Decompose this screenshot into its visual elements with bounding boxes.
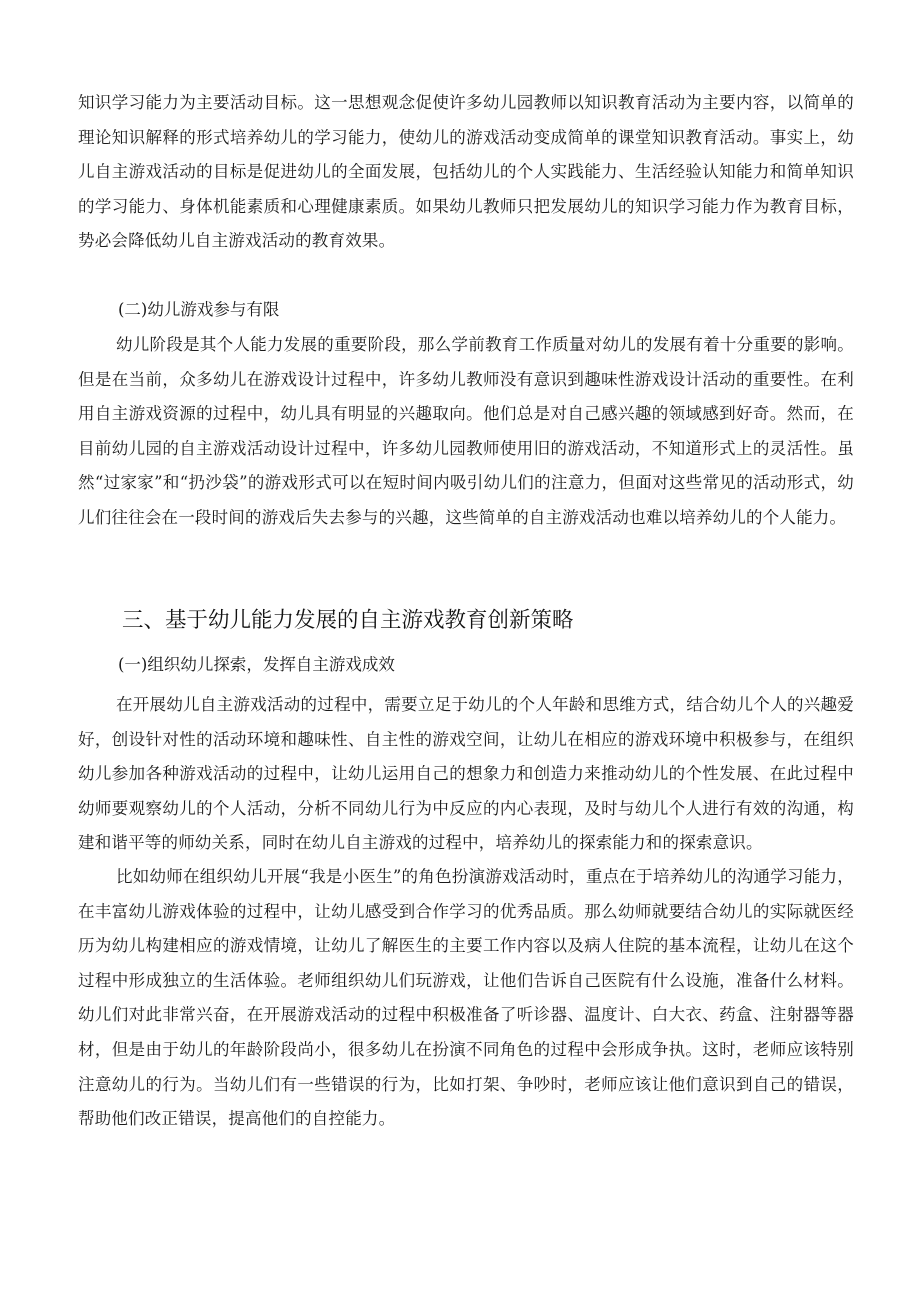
paragraph-exploration: 在开展幼儿自主游戏活动的过程中，需要立足于幼儿的个人年龄和思维方式，结合幼儿个人的兴趣爱好，创设针对性的活动环境和趣味性、自主性的游戏空间，让幼儿在相应的游戏环境中积极参与，在组织幼儿参加各种游戏活动的过程中，让幼儿运用自己的想象力和创造力来推动幼儿的个性发展、在此过程中幼师要观察幼儿的个人活动，分析不同幼儿行为中反应的内心表现，及时与幼儿个人进行有效的沟通，构建和谐平等的师幼关系，同时在幼儿自主游戏的过程中，培养幼儿的探索能力和的探索意识。 <box>78 695 854 853</box>
subheading-limited-participation: (二)幼儿游戏参与有限 <box>118 300 280 319</box>
paragraph-participation: 幼儿阶段是其个人能力发展的重要阶段，那么学前教育工作质量对幼儿的发展有着十分重要的影响。但是在当前，众多幼儿在游戏设计过程中，许多幼儿教师没有意识到趣味性游戏设计活动的重要性。在利用自主游戏资源的过程中，幼儿具有明显的兴趣取向。他们总是对自己感兴趣的领域感到好奇。然而，在目前幼儿园的自主游戏活动设计过程中，许多幼儿园教师使用旧的游戏活动，不知道形式上的灵活性。虽然“过家家”和“扔沙袋”的游戏形式可以在短时间内吸引幼儿们的注意力，但面对这些常见的活动形式，幼儿们往往会在一段时间的游戏后失去参与的兴趣，这些简单的自主游戏活动也难以培养幼儿的个人能力。 <box>78 335 854 527</box>
subheading-organize-exploration: (一)组织幼儿探索，发挥自主游戏成效 <box>118 655 395 674</box>
paragraph-doctor-example: 比如幼师在组织幼儿开展“我是小医生”的角色扮演游戏活动时，重点在于培养幼儿的沟通学习能力，在丰富幼儿游戏体验的过程中，让幼儿感受到合作学习的优秀品质。那么幼师就要结合幼儿的实际就医经历为幼儿构建相应的游戏情境，让幼儿了解医生的主要工作内容以及病人住院的基本流程，让幼儿在这个过程中形成独立的生活体验。老师组织幼儿们玩游戏，让他们告诉自己医院有什么设施，准备什么材料。幼儿们对此非常兴奋，在开展游戏活动的过程中积极准备了听诊器、温度计、白大衣、药盒、注射器等器材，但是由于幼儿的年龄阶段尚小，很多幼儿在扮演不同角色的过程中会形成争执。这时，老师应该特别注意幼儿的行为。当幼儿们有一些错误的行为，比如打架、争吵时，老师应该让他们意识到自己的错误，帮助他们改正错误，提高他们的自控能力。 <box>78 867 854 1129</box>
paragraph-continued: 知识学习能力为主要活动目标。这一思想观念促使许多幼儿园教师以知识教育活动为主要内容，以简单的理论知识解释的形式培养幼儿的学习能力，使幼儿的游戏活动变成简单的课堂知识教育活动。事实上，幼儿自主游戏活动的目标是促进幼儿的全面发展，包括幼儿的个人实践能力、生活经验认知能力和简单知识的学习能力、身体机能素质和心理健康素质。如果幼儿教师只把发展幼儿的知识学习能力作为教育目标，势必会降低幼儿自主游戏活动的教育效果。 <box>78 93 854 251</box>
section-title-strategies: 三、基于幼儿能力发展的自主游戏教育创新策略 <box>122 608 574 633</box>
